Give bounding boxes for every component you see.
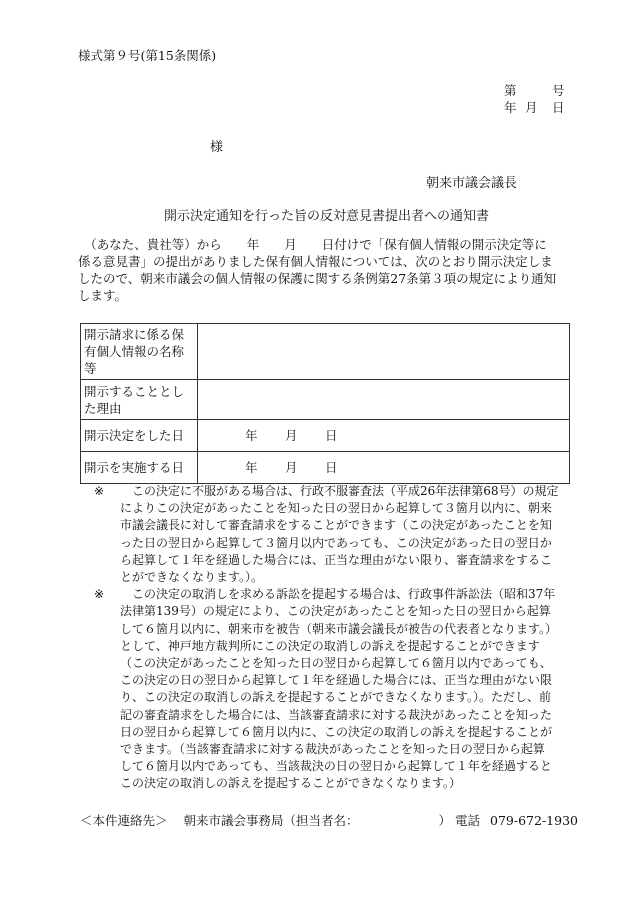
note-line: った日の翌日から起算して３箇月以内であっても、この決定があった日の翌日か xyxy=(120,535,552,550)
note-line: この決定の日の翌日から起算して１年を経過した場合には、正当な理由がない限 xyxy=(120,673,553,688)
table-row-label xyxy=(81,380,198,420)
table-row xyxy=(81,452,570,484)
intro-paragraph xyxy=(78,236,583,304)
table-row xyxy=(81,420,570,452)
document-date-row xyxy=(504,99,565,116)
note-line: 法律第139号）の規定により、この決定があったことを知った日の翌日から起算 xyxy=(120,604,551,619)
contact-office: 朝来市議会事務局（担当者名： xyxy=(183,813,359,828)
note-line: できます。（当該審査請求に対する裁決があったことを知った日の翌日から起算 xyxy=(120,742,545,757)
note-line: とができなくなります。）。 xyxy=(120,570,264,585)
note-line: 記の審査請求をした場合には、当該審査請求に対する裁決があったことを知った xyxy=(120,707,552,722)
sender-name: 朝来市議会議長 xyxy=(426,176,518,191)
note-line: この決定の取消しを求める訴訟を提起する場合は、行政事件訴訟法（昭和37年 xyxy=(120,587,556,602)
contact-close: ） xyxy=(438,813,452,828)
note-mark: ※ xyxy=(94,484,105,498)
label-line: 等 xyxy=(84,361,97,376)
note-line: 市議会議長に対して審査請求をすることができます（この決定があったことを知 xyxy=(120,518,552,533)
date-day: 日 xyxy=(325,428,338,443)
form-number: 様式第９号(第15条関係) xyxy=(78,48,217,63)
date-month: 月 xyxy=(285,428,298,443)
note-line: 日の翌日から起算して６箇月以内に、この決定の取消しの訴えを提起することが xyxy=(120,724,553,739)
date-day: 日 xyxy=(325,460,338,475)
note-line: として、神戸地方裁判所にこの決定の取消しの訴えを提起することができます xyxy=(120,638,540,653)
label-line: 開示することとし xyxy=(84,383,185,399)
intro-line: したので、朝来市議会の個人情報の保護に関する条例第27条第３項の規定により通知 xyxy=(78,271,557,286)
note-item xyxy=(94,483,594,586)
phone-label: 電話 xyxy=(455,813,481,828)
date-year: 年 xyxy=(504,100,517,115)
note-line: して６箇月以内であっても、当該裁決の日の翌日から起算して１年を経過すると xyxy=(120,759,552,774)
number-prefix: 第 xyxy=(504,83,517,98)
date-month: 月 xyxy=(285,460,298,475)
table-row-value xyxy=(198,380,570,420)
date-year: 年 xyxy=(245,460,258,475)
contact-line xyxy=(80,811,578,829)
note-mark: ※ xyxy=(94,587,105,602)
label-line: 有個人情報の名称 xyxy=(84,344,185,359)
table-row-label: 開示を実施する日 xyxy=(81,452,198,484)
document-title: 開示決定通知を行った旨の反対意見書提出者への通知書 xyxy=(164,209,490,224)
note-line: して６箇月以内に、朝来市を被告（朝来市議会議長が被告の代表者となります。） xyxy=(120,621,558,636)
phone-number: 079-672-1930 xyxy=(490,813,578,828)
note-line: （この決定があったことを知った日の翌日から起算して６箇月以内であっても、 xyxy=(120,656,552,671)
note-line: この決定の取消しの訴えを提起することができなくなります。） xyxy=(120,776,462,791)
intro-line: します。 xyxy=(78,288,128,303)
note-line: によりこの決定があったことを知った日の翌日から起算して３箇月以内に、朝来 xyxy=(120,501,552,516)
notes-section xyxy=(94,483,594,793)
intro-line: （あなた、貴社等）から 年 月 日付けで「保有個人情報の開示決定等に xyxy=(78,237,547,252)
date-month: 月 xyxy=(525,100,538,115)
note-item xyxy=(94,586,594,792)
intro-line: 係る意見書」の提出がありました保有個人情報については、次のとおり開示決定しま xyxy=(78,254,553,269)
document-number-block xyxy=(504,82,565,116)
number-suffix: 号 xyxy=(552,83,565,98)
table-row-date xyxy=(198,452,570,484)
table-row xyxy=(81,324,570,380)
document-number-row xyxy=(504,82,565,99)
info-table xyxy=(80,323,570,484)
table-row-label xyxy=(81,324,198,380)
label-line: 開示請求に係る保 xyxy=(84,327,185,342)
table-row xyxy=(81,380,570,420)
table-row-date xyxy=(198,420,570,452)
salutation: 様 xyxy=(210,140,224,155)
date-year: 年 xyxy=(245,428,258,443)
note-line: この決定に不服がある場合は、行政不服審査法（平成26年法律第68号）の規定 xyxy=(120,484,559,498)
note-line: ら起算して１年を経過した場合には、正当な理由がない限り、審査請求をするこ xyxy=(120,552,553,567)
date-day: 日 xyxy=(552,100,565,115)
contact-label: ＜本件連絡先＞ xyxy=(80,813,168,828)
label-line: た理由 xyxy=(84,400,122,416)
table-row-value xyxy=(198,324,570,380)
table-row-label: 開示決定をした日 xyxy=(81,420,198,452)
note-line: り、この決定の取消しの訴えを提起することができなくなります。）。ただし、前 xyxy=(120,690,552,705)
